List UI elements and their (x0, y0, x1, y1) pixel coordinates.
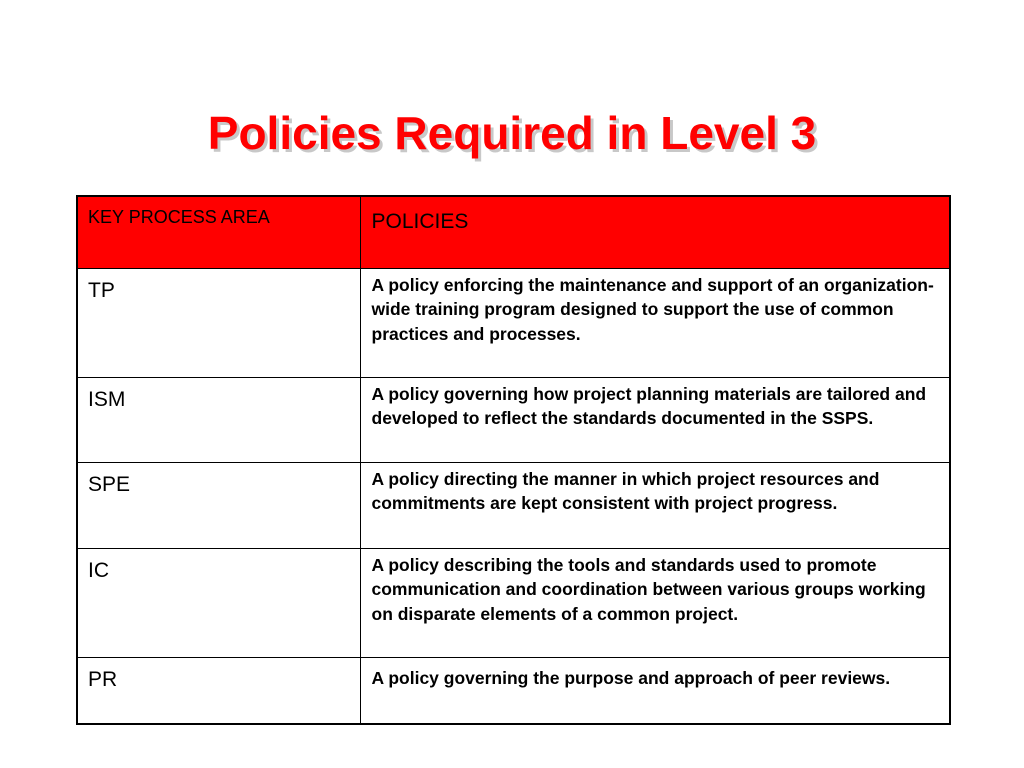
table-row (77, 657, 950, 724)
table-row (77, 548, 950, 657)
kpa-cell: IC (77, 548, 360, 657)
table-row (77, 377, 950, 462)
kpa-cell: SPE (77, 462, 360, 548)
table-body (77, 268, 950, 724)
slide-title: Policies Required in Level 3 (207, 107, 817, 159)
header-key-process-area: KEY PROCESS AREA (77, 196, 360, 268)
table-row (77, 268, 950, 377)
table-header-row (77, 196, 950, 268)
table-row (77, 462, 950, 548)
policy-cell: A policy enforcing the maintenance and support of an organization-wide training program designed to support the use of common practices and processes. (360, 268, 950, 377)
header-policies: POLICIES (360, 196, 950, 268)
kpa-cell: PR (77, 657, 360, 724)
kpa-cell: TP (77, 268, 360, 377)
policy-cell: A policy governing the purpose and approach of peer reviews. (360, 657, 950, 724)
table-header (77, 196, 950, 268)
kpa-cell: ISM (77, 377, 360, 462)
policy-cell: A policy directing the manner in which project resources and commitments are kept consistent with project progress. (360, 462, 950, 548)
policy-cell: A policy describing the tools and standards used to promote communication and coordination between various groups working on disparate elements of a common project. (360, 548, 950, 657)
policies-table (76, 195, 951, 725)
policy-cell: A policy governing how project planning materials are tailored and developed to reflect the standards documented in the SSPS. (360, 377, 950, 462)
